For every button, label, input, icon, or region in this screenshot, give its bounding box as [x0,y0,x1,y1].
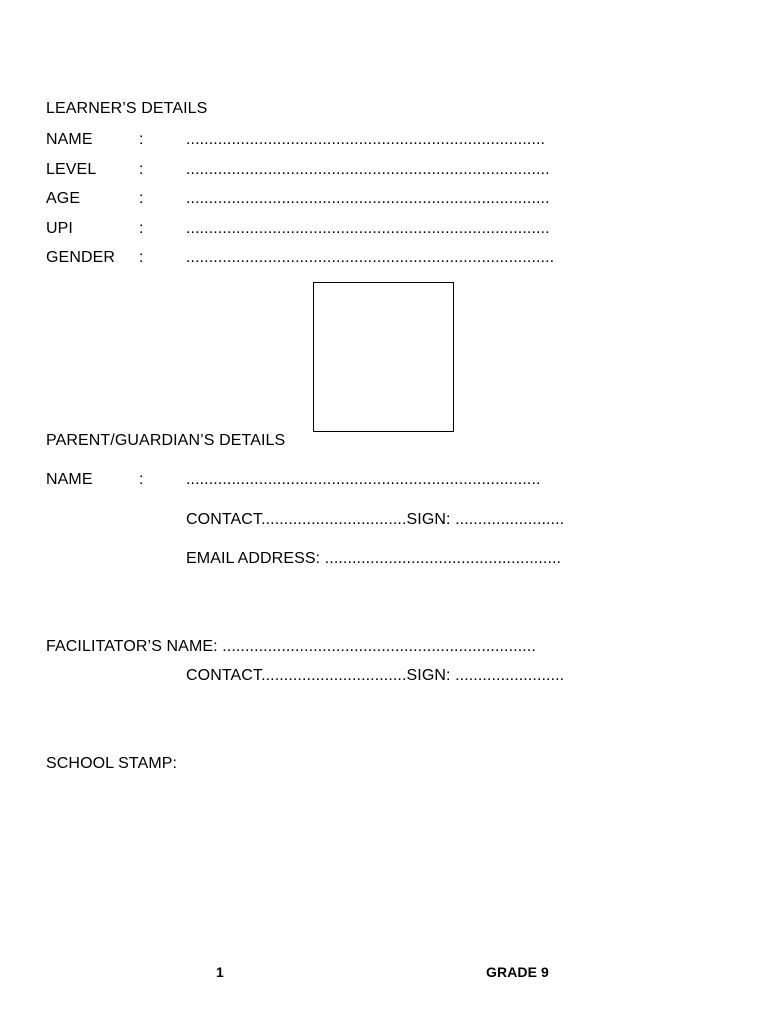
learner-gender-colon: : [139,249,144,266]
learner-level-label: LEVEL [46,161,97,178]
learner-name-field[interactable]: ............................................................................... [186,131,546,148]
learner-level-colon: : [139,161,144,178]
passport-photo-box[interactable] [313,282,454,432]
learner-name-label: NAME [46,131,93,148]
guardian-name-field[interactable]: .............................................................................. [186,471,541,488]
learner-upi-label: UPI [46,220,73,237]
learner-age-field[interactable]: ................................................................................ [186,190,550,207]
facilitator-name-line[interactable]: FACILITATOR’S NAME: ..................................................................... [46,638,536,655]
guardian-name-label: NAME [46,471,93,488]
learner-upi-colon: : [139,220,144,237]
learner-gender-field[interactable]: ................................................................................. [186,249,555,266]
learner-age-label: AGE [46,190,81,207]
guardian-name-colon: : [139,471,144,488]
learner-gender-label: GENDER [46,249,116,266]
learner-upi-field[interactable]: ................................................................................ [186,220,550,237]
school-stamp-label: SCHOOL STAMP: [46,755,178,772]
guardian-contact-sign-line[interactable]: CONTACT................................SIGN: ........................ [186,511,565,528]
facilitator-contact-sign-line[interactable]: CONTACT................................SIGN: ........................ [186,667,565,684]
page-number: 1 [216,964,224,980]
learner-age-colon: : [139,190,144,207]
guardian-email-line[interactable]: EMAIL ADDRESS: .................................................... [186,550,562,567]
learner-name-colon: : [139,131,144,148]
learner-level-field[interactable]: ................................................................................ [186,161,550,178]
guardian-details-heading: PARENT/GUARDIAN’S DETAILS [46,432,286,449]
grade-label: GRADE 9 [486,964,549,980]
learner-details-heading: LEARNER’S DETAILS [46,100,208,117]
